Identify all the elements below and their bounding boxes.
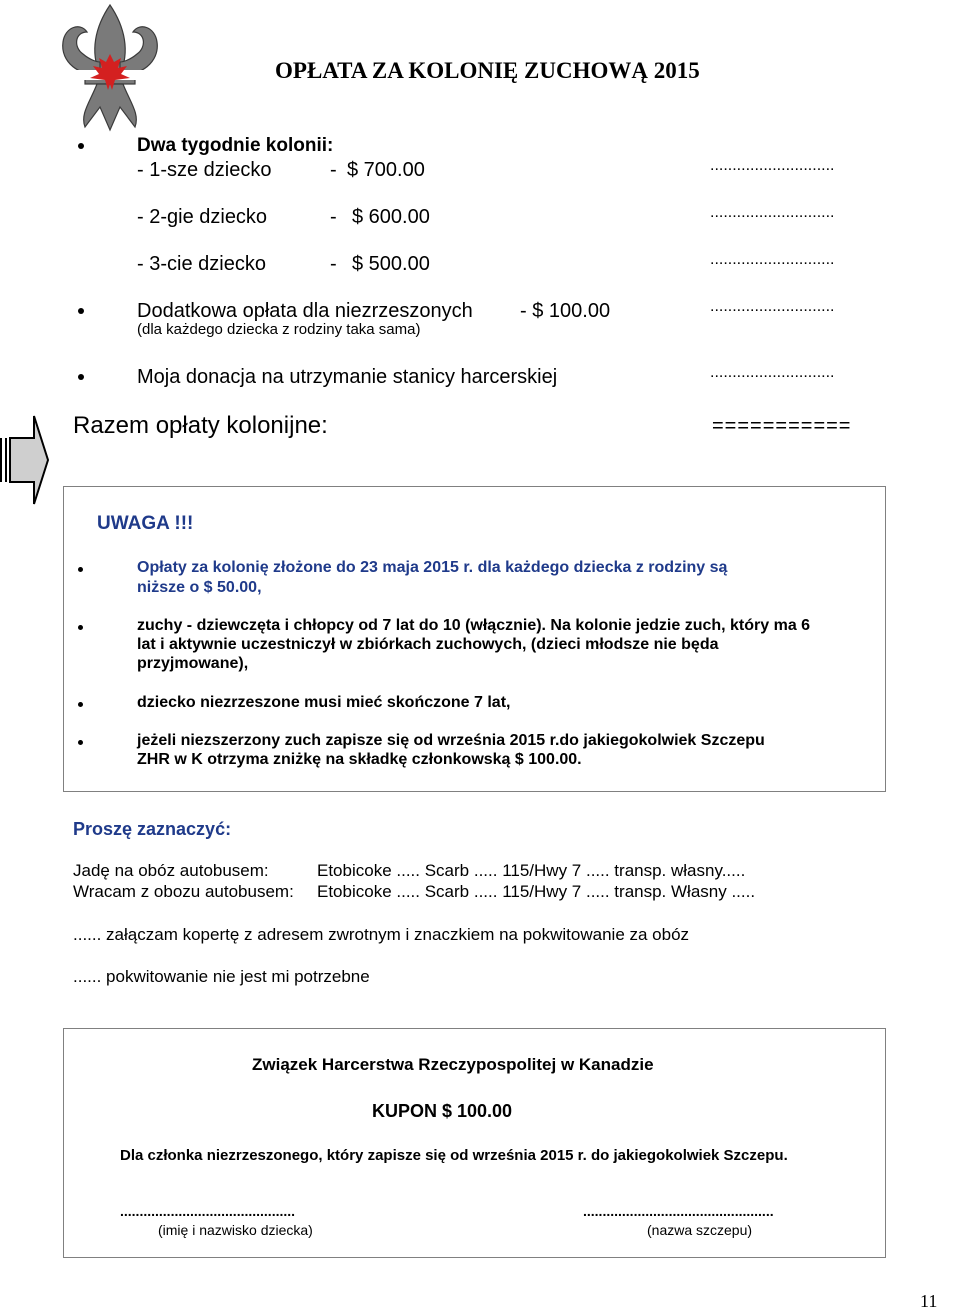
bus-from-options[interactable]: Etobicoke ..... Scarb ..... 115/Hwy 7 ..... transp. Własny ..... [317, 882, 756, 901]
bus-to-options[interactable]: Etobicoke ..... Scarb ..... 115/Hwy 7 ..... transp. własny..... [317, 861, 746, 880]
notice-item-2-line2: lat i aktywnie uczestniczył w zbiórkach zuchowych, (dzieci młodsze nie będa [137, 636, 719, 653]
scout-logo [55, 2, 165, 132]
bullet [78, 625, 83, 630]
page-title: OPŁATA ZA KOLONIĘ ZUCHOWĄ 2015 [275, 58, 700, 83]
child-2-sep: - [330, 206, 337, 228]
donation-blank[interactable]: ............................ [710, 364, 835, 381]
receipt-option[interactable]: ...... pokwitowanie nie jest mi potrzebne [73, 967, 370, 986]
notice-heading: UWAGA !!! [97, 513, 194, 534]
bullet [78, 740, 83, 745]
arrow-icon [0, 412, 50, 508]
child-2-blank[interactable]: ............................ [710, 204, 835, 221]
child-1-amount: $ 700.00 [347, 159, 425, 181]
child-1-blank[interactable]: ............................ [710, 157, 835, 174]
notice-item-3-line1: dziecko niezrzeszone musi mieć skończone 7 lat, [137, 694, 511, 711]
child-3-amount: $ 500.00 [352, 253, 430, 275]
child-name-caption: (imię i nazwisko dziecka) [158, 1222, 313, 1238]
bullet [78, 143, 84, 149]
total-blank[interactable]: =========== [712, 415, 852, 437]
child-3-label: - 3-cie dziecko [137, 253, 266, 275]
choices-heading: Proszę zaznaczyć: [73, 819, 232, 839]
coupon-desc: Dla członka niezrzeszonego, który zapisze się od września 2015 r. do jakiegokolwiek Szczepu. [120, 1147, 788, 1164]
bullet [78, 308, 84, 314]
child-1-sep: - [330, 159, 337, 181]
notice-item-4-line2: ZHR w K otrzyma zniżkę na składkę członkowską $ 100.00. [137, 751, 582, 768]
coupon-amount: KUPON $ 100.00 [372, 1101, 513, 1121]
bus-from-label: Wracam z obozu autobusem: [73, 882, 294, 901]
extra-fee-amount: - $ 100.00 [520, 300, 611, 322]
notice-item-1-line2: niższe o $ 50.00, [137, 579, 262, 596]
donation-label: Moja donacja na utrzymanie stanicy harcerskiej [137, 366, 558, 388]
total-label: Razem opłaty kolonijne: [73, 412, 328, 439]
notice-item-2-line1: zuchy - dziewczęta i chłopcy od 7 lat do 10 (włącznie). Na kolonie jedzie zuch, który ma 6 [137, 617, 811, 634]
notice-item-1-line1: Opłaty za kolonię złożone do 23 maja 2015 r. dla każdego dziecka z rodziny są [137, 559, 728, 576]
child-3-blank[interactable]: ............................ [710, 251, 835, 268]
bullet [78, 374, 84, 380]
child-name-blank[interactable]: ............................................. [120, 1203, 296, 1219]
extra-fee-blank[interactable]: ............................ [710, 298, 835, 315]
page-number: 11 [920, 1291, 938, 1311]
coupon-org: Związek Harcerstwa Rzeczypospolitej w Kanadzie [252, 1055, 654, 1074]
extra-fee-note: (dla każdego dziecka z rodziny taka sama) [137, 321, 421, 338]
troop-name-blank[interactable]: ................................................. [583, 1203, 774, 1219]
bullet [78, 702, 83, 707]
notice-item-2-line3: przyjmowane), [137, 655, 249, 672]
troop-name-caption: (nazwa szczepu) [647, 1222, 753, 1238]
extra-fee-label: Dodatkowa opłata dla niezrzeszonych [137, 300, 473, 322]
bus-to-label: Jadę na obóz autobusem: [73, 861, 269, 880]
notice-item-4-line1: jeżeli niezszerzony zuch zapisze się od września 2015 r.do jakiegokolwiek Szczepu [137, 732, 765, 749]
child-3-sep: - [330, 253, 337, 275]
bullet [78, 567, 83, 572]
child-2-amount: $ 600.00 [352, 206, 430, 228]
child-2-label: - 2-gie dziecko [137, 206, 268, 228]
two-weeks-label: Dwa tygodnie kolonii: [137, 135, 334, 156]
envelope-option[interactable]: ...... załączam kopertę z adresem zwrotnym i znaczkiem na pokwitowanie za obóz [73, 925, 690, 944]
child-1-label: - 1-sze dziecko [137, 159, 272, 181]
